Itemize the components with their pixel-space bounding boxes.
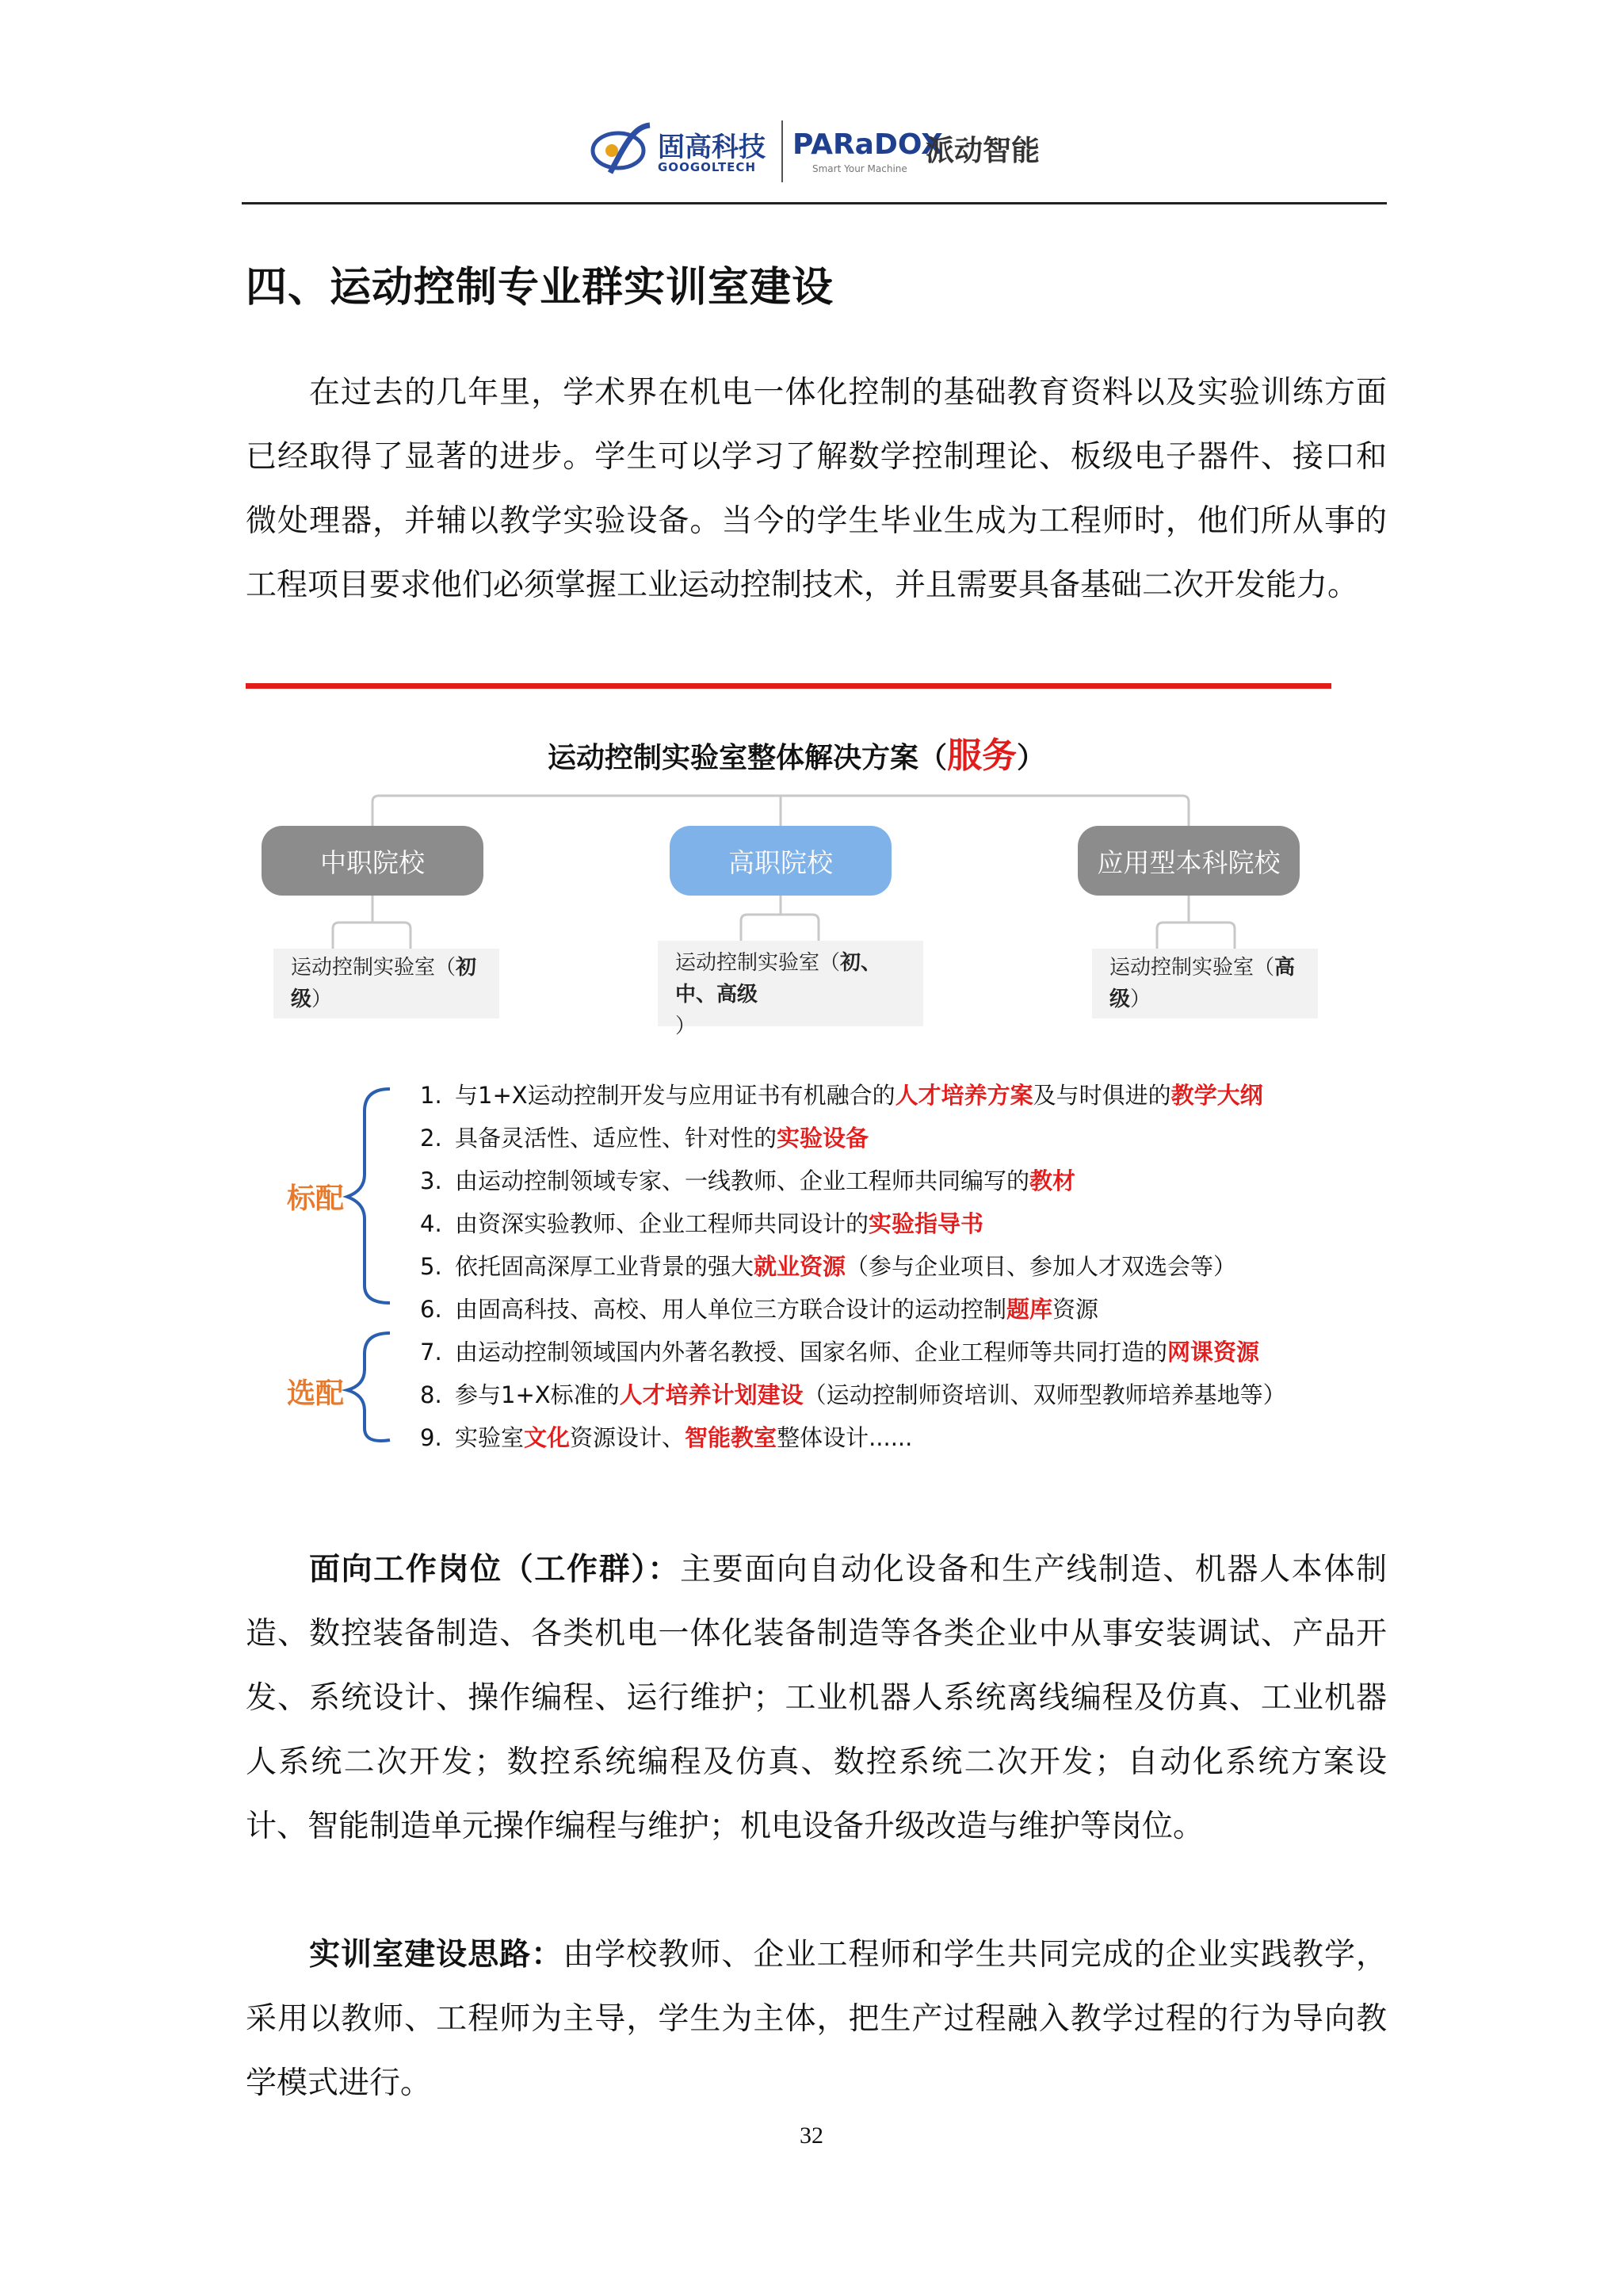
logo-en: GOOGOLTECH [658,160,756,174]
feature-item-number: 7. [420,1339,442,1366]
figure-title-text: 运动控制实验室整体解决方案（ [547,742,947,774]
tier-lab-secondary: 运动控制实验室（初级） [273,949,499,1018]
feature-item-text: 及与时俱进的 [1033,1082,1171,1109]
brand-cn: 派动智能 [926,135,1041,167]
idea-label: 实训室建设思路： [309,1936,563,1973]
feature-item [420,1121,869,1153]
page-number: 32 [800,2122,823,2149]
feature-item-highlight: 人才培养方案 [895,1082,1033,1109]
idea-text: 由学校教师、企业工程师和学生共同完成的企业实践教学，采用以教师、工程师为主导，学生为主体，把生产过程融入教学过程的行为导向教学模式进行。 [246,1937,1387,2101]
standard-brace-icon [347,1089,390,1303]
header-divider [242,202,1387,204]
section-heading: 四、运动控制专业群实训室建设 [246,264,834,311]
feature-item-number: 6. [420,1296,442,1323]
intro-text: 在过去的几年里，学术界在机电一体化控制的基础教育资料以及实验训练方面已经取得了显著的进步。学生可以学习了解数学控制理论、板级电子器件、接口和微处理器，并辅以教学实验设备。当今的学生毕业生成为工程师时，他们所从事的工程项目要求他们必须掌握工业运动控制技术，并且需要具备基础二次开发能力。 [246,375,1387,603]
jobs-text: 主要面向自动化设备和生产线制造、机器人本体制造、数控装备制造、各类机电一体化装备制造等各类企业中从事安装调试、产品开发、系统设计、操作编程、运行维护；工业机器人系统离线编程及仿真、工业机器人系统二次开发；数控系统编程及仿真、数控系统二次开发；自动化系统方案设计、智能制造单元操作编程与维护；机电设备升级改造与维护等岗位。 [246,1552,1387,1844]
feature-item-text: 依托固高深厚工业背景的强大 [455,1253,754,1280]
feature-item-highlight: 文化 [524,1424,571,1451]
solution-figure [246,683,1347,1451]
feature-item-number: 5. [420,1253,442,1280]
feature-item-number: 3. [420,1167,442,1194]
idea-paragraph [246,1923,1387,2115]
feature-item-highlight: 人才培养计划建设 [619,1381,804,1408]
feature-item-highlight: 就业资源 [754,1253,846,1280]
feature-item [420,1249,1236,1282]
feature-item-number: 1. [420,1082,442,1109]
tier-pill-secondary: 中职院校 [262,826,483,896]
feature-item [420,1335,1259,1367]
header-logo-bar [0,111,1623,190]
feature-item-text: 由运动控制领域专家、一线教师、企业工程师共同编写的 [455,1167,1030,1194]
feature-item-text: 由资深实验教师、企业工程师共同设计的 [455,1210,869,1237]
feature-item-text: （参与企业项目、参加人才双选会等） [846,1253,1237,1280]
feature-item [420,1206,983,1239]
feature-item [420,1078,1263,1110]
jobs-label: 面向工作岗位（工作群）： [309,1551,680,1587]
feature-item-number: 4. [420,1210,442,1237]
logo-cn: 固高科技 [658,132,766,163]
tier-lab-undergraduate: 运动控制实验室（高级） [1092,949,1318,1018]
feature-item-number: 9. [420,1424,442,1451]
feature-item-text: 整体设计...... [777,1424,913,1451]
paradox-logo: PARaDOX [792,128,943,161]
feature-item-highlight: 教材 [1029,1167,1076,1194]
feature-item-text: 由固高科技、高校、用人单位三方联合设计的运动控制 [455,1296,1007,1323]
feature-item-highlight: 教学大纲 [1170,1082,1263,1109]
feature-item-text: 资源 [1052,1296,1099,1323]
feature-item-highlight: 智能教室 [685,1424,777,1451]
optional-brace-icon [347,1333,390,1441]
feature-item [420,1420,912,1453]
feature-item-text: 与1+X运动控制开发与应用证书有机融合的 [455,1082,896,1109]
feature-item-text: 由运动控制领域国内外著名教授、国家名师、企业工程师等共同打造的 [455,1339,1168,1366]
feature-item [420,1377,1286,1410]
feature-item-text: （运动控制师资培训、双师型教师培养基地等） [803,1381,1286,1408]
feature-item-highlight: 网课资源 [1167,1339,1260,1366]
figure-connectors [246,683,1347,1444]
tier-lab-vocational: 运动控制实验室（初、中、高级 ） [658,941,923,1026]
feature-item-highlight: 实验设备 [777,1125,869,1152]
feature-item-text: 具备灵活性、适应性、针对性的 [455,1125,777,1152]
feature-item-highlight: 实验指导书 [869,1210,984,1237]
tier-pill-undergraduate: 应用型本科院校 [1078,826,1300,896]
tier-pill-vocational: 高职院校 [670,826,892,896]
feature-item-text: 实验室 [455,1424,525,1451]
feature-item-text: 资源设计、 [570,1424,685,1451]
standard-label: 标配 [287,1182,345,1215]
feature-item [420,1292,1098,1324]
paradox-tagline: Smart Your Machine [812,163,907,174]
feature-item-highlight: 题库 [1006,1296,1053,1323]
jobs-paragraph [246,1538,1387,1859]
feature-item-number: 2. [420,1125,442,1152]
figure-title-end: ） [1017,742,1046,774]
feature-item-text: 参与1+X标准的 [455,1381,620,1408]
intro-paragraph [246,361,1387,617]
figure-title-highlight: 服务 [947,735,1017,776]
optional-label: 选配 [287,1377,345,1410]
feature-item [420,1163,1075,1196]
feature-item-number: 8. [420,1381,442,1408]
